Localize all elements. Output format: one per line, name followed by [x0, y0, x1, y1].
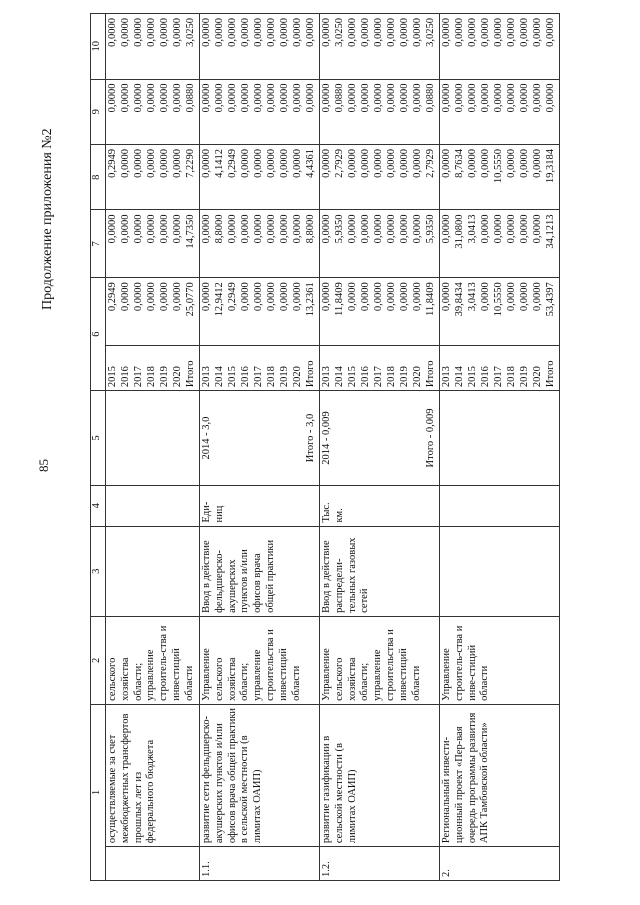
- appendix-caption: Продолжение приложения №2: [40, 128, 55, 310]
- row-values-c8: [200, 144, 320, 209]
- value-c8: 4,4361: [305, 148, 316, 178]
- col-header-8: 8: [91, 144, 106, 209]
- value-c10: 0,0000: [321, 18, 332, 47]
- row-unit: [106, 485, 200, 526]
- row-name: развитие газификации в сельской местности (в лимитах ОАИП): [320, 704, 440, 846]
- row-number: 1.1.: [200, 847, 320, 881]
- value-c10: 0,0000: [493, 18, 504, 47]
- value-c7: 0,0000: [227, 214, 238, 244]
- value-c10: 0,0000: [159, 18, 170, 47]
- table-body: [106, 14, 560, 881]
- value-c10: 0,0000: [519, 18, 530, 47]
- row-period: [320, 391, 440, 486]
- value-c9: 0,0000: [493, 83, 504, 113]
- value-c6: 0,0000: [159, 282, 170, 312]
- value-c9: 0,0000: [292, 83, 303, 113]
- column-number-row: [91, 14, 106, 881]
- year-label: 2015: [467, 366, 478, 388]
- row-values-c8: [320, 144, 440, 209]
- value-c10: 0,0000: [253, 18, 264, 47]
- col-header-7: 7: [91, 210, 106, 278]
- value-c10: 3,0250: [185, 18, 196, 47]
- value-c7: 0,0000: [506, 214, 517, 244]
- row-unit: [440, 485, 560, 526]
- value-c7: 0,0000: [399, 214, 410, 244]
- value-c9: 0,0000: [133, 83, 144, 113]
- value-c6: 0,2949: [227, 282, 238, 312]
- value-c9: 0,0000: [454, 83, 465, 113]
- value-c8: 0,0000: [201, 148, 212, 178]
- row-indicator: Ввод в действие фельдшерско-акушерских пунктов и/или офисов врача общей практики: [200, 526, 320, 616]
- row-unit: Тыс. км.: [320, 485, 440, 526]
- row-years: [440, 345, 560, 390]
- value-c6: 0,0000: [506, 282, 517, 312]
- value-c7: 0,0000: [532, 214, 543, 244]
- row-values-c8: [440, 144, 560, 209]
- value-c9: 0,0000: [373, 83, 384, 113]
- value-c7: 0,0000: [159, 214, 170, 244]
- value-c6: 3,0413: [467, 282, 478, 312]
- row-values-c8: [106, 144, 200, 209]
- value-c8: 0,0000: [279, 148, 290, 178]
- year-label: Итого: [305, 360, 316, 388]
- row-name: развитие сети фельдшерско-акушерских пунктов и/или офисов врача общей практики в сельской местности (в лимитах ОАИП): [200, 704, 320, 846]
- value-c6: 0,0000: [266, 282, 277, 312]
- value-c8: 0,0000: [519, 148, 530, 178]
- value-c9: 0,0000: [253, 83, 264, 113]
- value-c7: 0,0000: [321, 214, 332, 244]
- row-executor: Управление сельского хозяйства области; управление строительства и инвестиций области: [200, 616, 320, 704]
- value-c9: 0,0000: [347, 83, 358, 113]
- value-c8: 0,0000: [146, 148, 157, 178]
- table-row: [440, 14, 560, 881]
- value-c10: 0,0000: [506, 18, 517, 47]
- col-header-4: 4: [91, 485, 106, 526]
- year-label: 2019: [279, 366, 290, 388]
- value-c6: 11,8409: [425, 282, 436, 316]
- row-values-c9: [200, 79, 320, 144]
- value-c8: 0,0000: [321, 148, 332, 178]
- value-c10: 0,0000: [292, 18, 303, 47]
- value-c8: 0,0000: [292, 148, 303, 178]
- value-c7: 0,0000: [519, 214, 530, 244]
- value-c10: 0,0000: [172, 18, 183, 47]
- year-label: 2017: [493, 366, 504, 388]
- value-c6: 0,0000: [347, 282, 358, 312]
- value-c6: 0,0000: [519, 282, 530, 312]
- value-c10: 0,0000: [373, 18, 384, 47]
- value-c8: 8,7634: [454, 148, 465, 178]
- value-c9: 0,0000: [321, 83, 332, 113]
- value-c9: 0,0000: [519, 83, 530, 113]
- value-c10: 0,0000: [441, 18, 452, 47]
- value-c8: 0,0000: [399, 148, 410, 178]
- value-c6: 39,8434: [454, 282, 465, 317]
- value-c6: 0,0000: [172, 282, 183, 312]
- value-c7: 0,0000: [146, 214, 157, 244]
- row-values-c6: [106, 278, 200, 346]
- row-name: Региональный инвести-ционный проект «Пер-вая очередь программы развития АПК Тамбовской области»: [440, 704, 560, 846]
- year-label: 2019: [159, 366, 170, 388]
- value-c7: 0,0000: [266, 214, 277, 244]
- value-c9: 0,0880: [185, 83, 196, 113]
- year-label: 2020: [172, 366, 183, 388]
- value-c6: 0,0000: [399, 282, 410, 312]
- value-c9: 0,0000: [412, 83, 423, 113]
- table-row: [106, 14, 200, 881]
- year-label: 2016: [360, 366, 371, 388]
- year-label: 2015: [227, 366, 238, 388]
- row-values-c10: [440, 14, 560, 80]
- col-header-10: 10: [91, 14, 106, 80]
- year-label: 2018: [386, 366, 397, 388]
- value-c9: 0,0000: [386, 83, 397, 113]
- year-label: 2014: [214, 366, 225, 388]
- row-period: [200, 391, 320, 486]
- period-total: Итого - 0,009: [424, 408, 436, 468]
- value-c10: 0,0000: [133, 18, 144, 47]
- value-c8: 0,0000: [347, 148, 358, 178]
- value-c6: 0,0000: [279, 282, 290, 312]
- value-c7: 0,0000: [133, 214, 144, 244]
- row-values-c6: [320, 278, 440, 346]
- row-values-c10: [200, 14, 320, 80]
- row-number: [106, 847, 200, 881]
- value-c9: 0,0000: [107, 83, 118, 113]
- value-c10: 0,0000: [532, 18, 543, 47]
- value-c6: 0,0000: [146, 282, 157, 312]
- value-c10: 0,0000: [266, 18, 277, 47]
- value-c7: 0,0000: [107, 214, 118, 244]
- rotated-table-container: [90, 13, 588, 881]
- value-c7: 0,0000: [493, 214, 504, 244]
- value-c9: 0,0000: [399, 83, 410, 113]
- program-table: [90, 13, 560, 881]
- row-years: [320, 345, 440, 390]
- value-c8: 0,0000: [266, 148, 277, 178]
- period-spacer: [214, 394, 305, 482]
- value-c7: 14,7350: [185, 214, 196, 249]
- value-c10: 0,0000: [399, 18, 410, 47]
- value-c8: 0,0000: [441, 148, 452, 178]
- value-c6: 13,2361: [305, 282, 316, 317]
- value-c9: 0,0000: [201, 83, 212, 113]
- value-c8: 0,2949: [227, 148, 238, 178]
- period-total: Итого - 3,0: [304, 413, 316, 463]
- value-c9: 0,0000: [172, 83, 183, 113]
- value-c8: 0,0000: [133, 148, 144, 178]
- value-c8: 0,0000: [172, 148, 183, 178]
- value-c10: 0,0000: [107, 18, 118, 47]
- value-c6: 0,0000: [441, 282, 452, 312]
- value-c10: 0,0000: [201, 18, 212, 47]
- year-label: 2017: [133, 366, 144, 388]
- value-c9: 0,0000: [159, 83, 170, 113]
- value-c6: 0,0000: [120, 282, 131, 312]
- value-c7: 0,0000: [386, 214, 397, 244]
- row-values-c9: [320, 79, 440, 144]
- value-c7: 8,8000: [305, 214, 316, 244]
- value-c7: 0,0000: [412, 214, 423, 244]
- row-values-c9: [440, 79, 560, 144]
- row-period: [440, 391, 560, 486]
- value-c9: 0,0000: [506, 83, 517, 113]
- row-values-c10: [320, 14, 440, 80]
- value-c10: 0,0000: [467, 18, 478, 47]
- value-c9: 0,0000: [305, 83, 316, 113]
- value-c6: 0,0000: [133, 282, 144, 312]
- row-number: 1.2.: [320, 847, 440, 881]
- value-c7: 0,0000: [360, 214, 371, 244]
- value-c10: 0,0000: [360, 18, 371, 47]
- value-c7: 34,1213: [545, 214, 556, 249]
- year-label: 2017: [253, 366, 264, 388]
- row-years: [106, 345, 200, 390]
- value-c10: 0,0000: [240, 18, 251, 47]
- col-header-1: 1: [91, 704, 106, 880]
- value-c8: 0,0000: [532, 148, 543, 178]
- year-label: 2016: [480, 366, 491, 388]
- value-c9: 0,0000: [214, 83, 225, 113]
- col-header-5: 5: [91, 391, 106, 486]
- value-c7: 0,0000: [292, 214, 303, 244]
- year-label: 2014: [454, 366, 465, 388]
- value-c8: 0,0000: [412, 148, 423, 178]
- value-c9: 0,0000: [146, 83, 157, 113]
- value-c9: 0,0000: [467, 83, 478, 113]
- value-c9: 0,0000: [279, 83, 290, 113]
- value-c6: 0,0000: [532, 282, 543, 312]
- year-label: 2016: [120, 366, 131, 388]
- row-values-c6: [200, 278, 320, 346]
- col-header-9: 9: [91, 79, 106, 144]
- value-c10: 0,0000: [305, 18, 316, 47]
- value-c8: 0,2949: [107, 148, 118, 178]
- value-c8: 0,0000: [480, 148, 491, 178]
- year-label: 2013: [441, 366, 452, 388]
- value-c8: 0,0000: [467, 148, 478, 178]
- value-c6: 12,9412: [214, 282, 225, 317]
- value-c7: 0,0000: [253, 214, 264, 244]
- value-c10: 3,0250: [334, 18, 345, 47]
- row-indicator: [106, 526, 200, 616]
- row-executor: Управление строитель-ства и инве-стиций области: [440, 616, 560, 704]
- value-c8: 0,0000: [386, 148, 397, 178]
- value-c6: 0,0000: [321, 282, 332, 312]
- year-label: 2020: [532, 366, 543, 388]
- row-values-c10: [106, 14, 200, 80]
- year-label: 2020: [292, 366, 303, 388]
- value-c9: 0,0880: [425, 83, 436, 113]
- value-c6: 0,0000: [360, 282, 371, 312]
- value-c7: 0,0000: [120, 214, 131, 244]
- value-c6: 0,0000: [253, 282, 264, 312]
- value-c9: 0,0000: [480, 83, 491, 113]
- row-unit: Еди-ниц: [200, 485, 320, 526]
- value-c7: 5,9350: [425, 214, 436, 244]
- row-executor: сельского хозяйства области; управление строитель-ства и инвестиций области: [106, 616, 200, 704]
- value-c6: 0,0000: [480, 282, 491, 312]
- row-indicator: Ввод в действие распредели-тельных газовых сетей: [320, 526, 440, 616]
- value-c6: 0,0000: [292, 282, 303, 312]
- year-label: 2015: [107, 366, 118, 388]
- row-values-c7: [106, 210, 200, 278]
- col-header-3: 3: [91, 526, 106, 616]
- value-c6: 0,0000: [373, 282, 384, 312]
- value-c9: 0,0880: [334, 83, 345, 113]
- row-values-c7: [320, 210, 440, 278]
- row-executor: Управление сельского хозяйства области; управление строительства и инвестиций области: [320, 616, 440, 704]
- value-c10: 0,0000: [227, 18, 238, 47]
- row-name: осуществляемые за счет межбюджетных трансфертов прошлых лет из федерального бюджета: [106, 704, 200, 846]
- value-c6: 0,0000: [240, 282, 251, 312]
- row-indicator: [440, 526, 560, 616]
- value-c7: 0,0000: [347, 214, 358, 244]
- value-c8: 0,0000: [373, 148, 384, 178]
- value-c6: 11,8409: [334, 282, 345, 316]
- value-c6: 0,2949: [107, 282, 118, 312]
- row-values-c7: [200, 210, 320, 278]
- value-c10: 0,0000: [279, 18, 290, 47]
- year-label: 2013: [321, 366, 332, 388]
- value-c7: 0,0000: [480, 214, 491, 244]
- value-c6: 25,0770: [185, 282, 196, 317]
- period-value: 2014 - 3,0: [201, 416, 212, 460]
- value-c9: 0,0000: [441, 83, 452, 113]
- value-c7: 0,0000: [279, 214, 290, 244]
- value-c7: 8,8000: [214, 214, 225, 244]
- year-label: 2015: [347, 366, 358, 388]
- value-c9: 0,0000: [532, 83, 543, 113]
- row-values-c6: [440, 278, 560, 346]
- year-label: 2014: [334, 366, 345, 388]
- year-label: 2018: [506, 366, 517, 388]
- value-c7: 0,0000: [240, 214, 251, 244]
- value-c8: 0,0000: [159, 148, 170, 178]
- row-values-c7: [440, 210, 560, 278]
- table-row: [320, 14, 440, 881]
- period-value: 2014 - 0,009: [321, 411, 332, 465]
- year-label: Итого: [425, 360, 436, 388]
- value-c7: 31,0800: [454, 214, 465, 249]
- year-label: Итого: [185, 360, 196, 388]
- value-c7: 0,0000: [441, 214, 452, 244]
- value-c10: 0,0000: [214, 18, 225, 47]
- value-c6: 0,0000: [412, 282, 423, 312]
- value-c8: 19,3184: [545, 148, 556, 184]
- value-c8: 0,0000: [360, 148, 371, 178]
- value-c8: 2,7929: [425, 148, 436, 178]
- page-number: 85: [36, 459, 51, 472]
- table-row: [200, 14, 320, 881]
- row-years: [200, 345, 320, 390]
- value-c10: 0,0000: [386, 18, 397, 47]
- row-values-c9: [106, 79, 200, 144]
- value-c10: 0,0000: [480, 18, 491, 47]
- year-label: 2020: [412, 366, 423, 388]
- col-header-2: 2: [91, 616, 106, 704]
- year-label: 2018: [146, 366, 157, 388]
- year-label: 2016: [240, 366, 251, 388]
- value-c8: 2,7929: [334, 148, 345, 178]
- value-c7: 5,9350: [334, 214, 345, 244]
- value-c9: 0,0000: [360, 83, 371, 113]
- col-header-6: 6: [91, 278, 106, 391]
- value-c6: 53,4397: [545, 282, 556, 317]
- value-c10: 3,0250: [425, 18, 436, 47]
- value-c9: 0,0000: [545, 83, 556, 113]
- value-c6: 0,0000: [386, 282, 397, 312]
- value-c7: 0,0000: [201, 214, 212, 244]
- row-number: 2.: [440, 847, 560, 881]
- value-c8: 0,0000: [253, 148, 264, 178]
- value-c8: 0,0000: [120, 148, 131, 178]
- value-c7: 3,0413: [467, 214, 478, 244]
- value-c10: 0,0000: [412, 18, 423, 47]
- year-label: 2018: [266, 366, 277, 388]
- value-c9: 0,0000: [227, 83, 238, 113]
- year-label: 2019: [399, 366, 410, 388]
- value-c7: 0,0000: [172, 214, 183, 244]
- row-period: [106, 391, 200, 486]
- value-c8: 0,0000: [506, 148, 517, 178]
- value-c10: 0,0000: [120, 18, 131, 47]
- value-c9: 0,0000: [240, 83, 251, 113]
- value-c10: 0,0000: [545, 18, 556, 47]
- value-c6: 10,5550: [493, 282, 504, 317]
- period-spacer: [334, 394, 425, 482]
- year-label: 2013: [201, 366, 212, 388]
- year-label: Итого: [545, 360, 556, 388]
- value-c8: 0,0000: [240, 148, 251, 178]
- value-c10: 0,0000: [454, 18, 465, 47]
- year-label: 2019: [519, 366, 530, 388]
- value-c7: 0,0000: [373, 214, 384, 244]
- value-c9: 0,0000: [266, 83, 277, 113]
- value-c8: 7,2290: [185, 148, 196, 178]
- value-c8: 4,1412: [214, 148, 225, 178]
- value-c10: 0,0000: [347, 18, 358, 47]
- value-c8: 10,5550: [493, 148, 504, 184]
- year-label: 2017: [373, 366, 384, 388]
- value-c6: 0,0000: [201, 282, 212, 312]
- value-c9: 0,0000: [120, 83, 131, 113]
- value-c10: 0,0000: [146, 18, 157, 47]
